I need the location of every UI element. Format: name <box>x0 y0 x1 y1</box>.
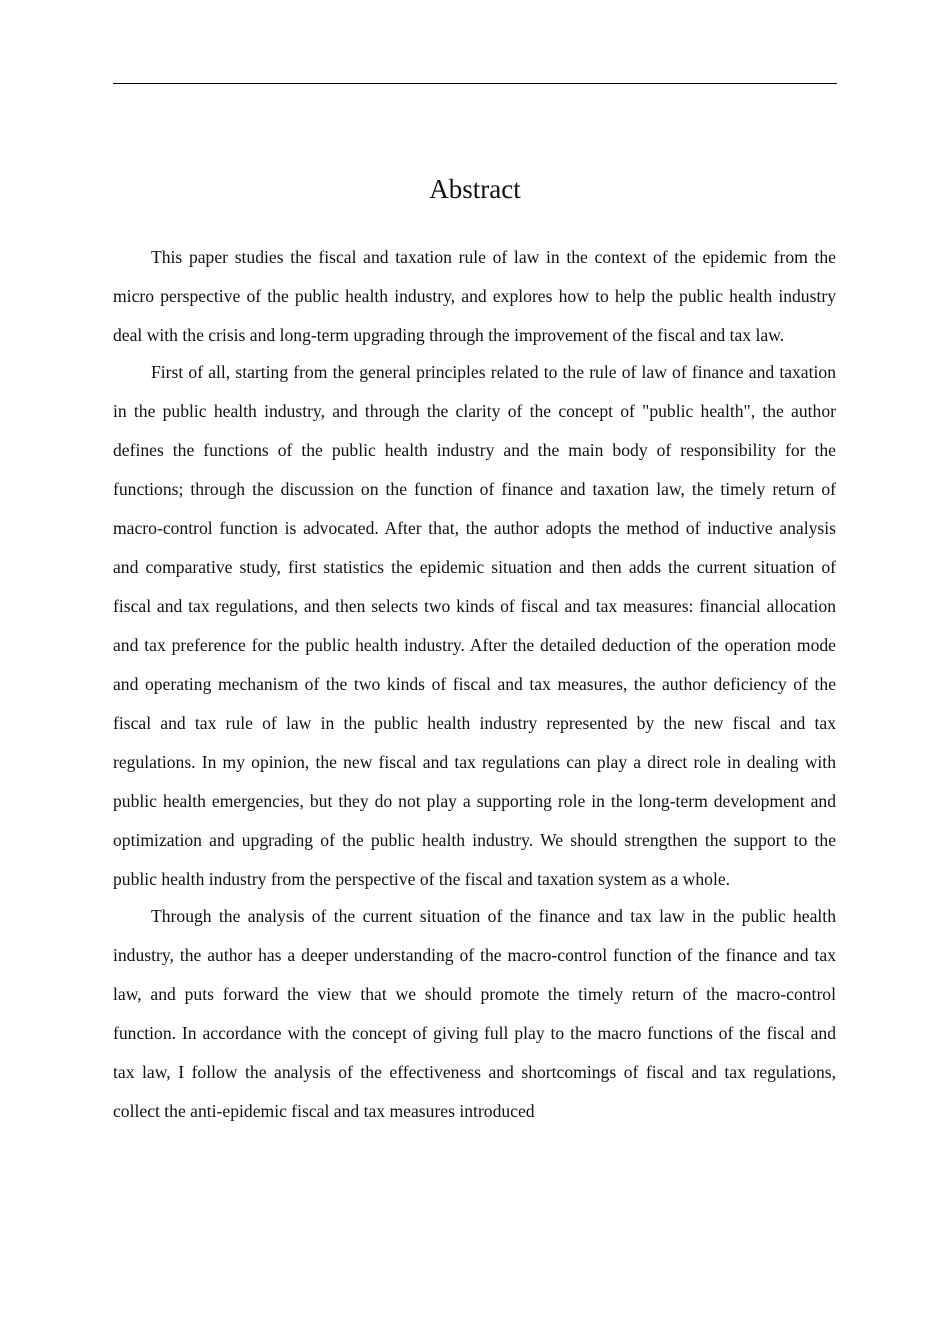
abstract-body <box>113 238 836 1129</box>
header-rule <box>113 83 837 84</box>
page-title: Abstract <box>429 174 521 204</box>
paragraph-1: This paper studies the fiscal and taxation rule of law in the context of the epidemic from the micro perspective of the public health industry, and explores how to help the public health industry deal with the crisis and long-term upgrading through the improvement of the fiscal and tax law. <box>113 247 836 345</box>
paragraph-2: First of all, starting from the general principles related to the rule of law of finance and taxation in the public health industry, and through the clarity of the concept of "public health", the author defines the functions of the public health industry and the main body of responsibility for the functions; through the discussion on the function of finance and taxation law, the timely return of macro-control function is advocated. After that, the author adopts the method of inductive analysis and comparative study, first statistics the epidemic situation and then adds the current situation of fiscal and tax regulations, and then selects two kinds of fiscal and tax measures: financial allocation and tax preference for the public health industry. After the detailed deduction of the operation mode and operating mechanism of the two kinds of fiscal and tax measures, the author deficiency of the fiscal and tax rule of law in the public health industry represented by the new fiscal and tax regulations. In my opinion, the new fiscal and tax regulations can play a direct role in dealing with public health emergencies, but they do not play a supporting role in the long-term development and optimization and upgrading of the public health industry. We should strengthen the support to the public health industry from the perspective of the fiscal and taxation system as a whole. <box>113 362 836 889</box>
paragraph-3: Through the analysis of the current situation of the finance and tax law in the public health industry, the author has a deeper understanding of the macro-control function of the finance and tax law, and puts forward the view that we should promote the timely return of the macro-control function. In accordance with the concept of giving full play to the macro functions of the fiscal and tax law, I follow the analysis of the effectiveness and shortcomings of fiscal and tax regulations, collect the anti-epidemic fiscal and tax measures introduced <box>113 906 836 1121</box>
